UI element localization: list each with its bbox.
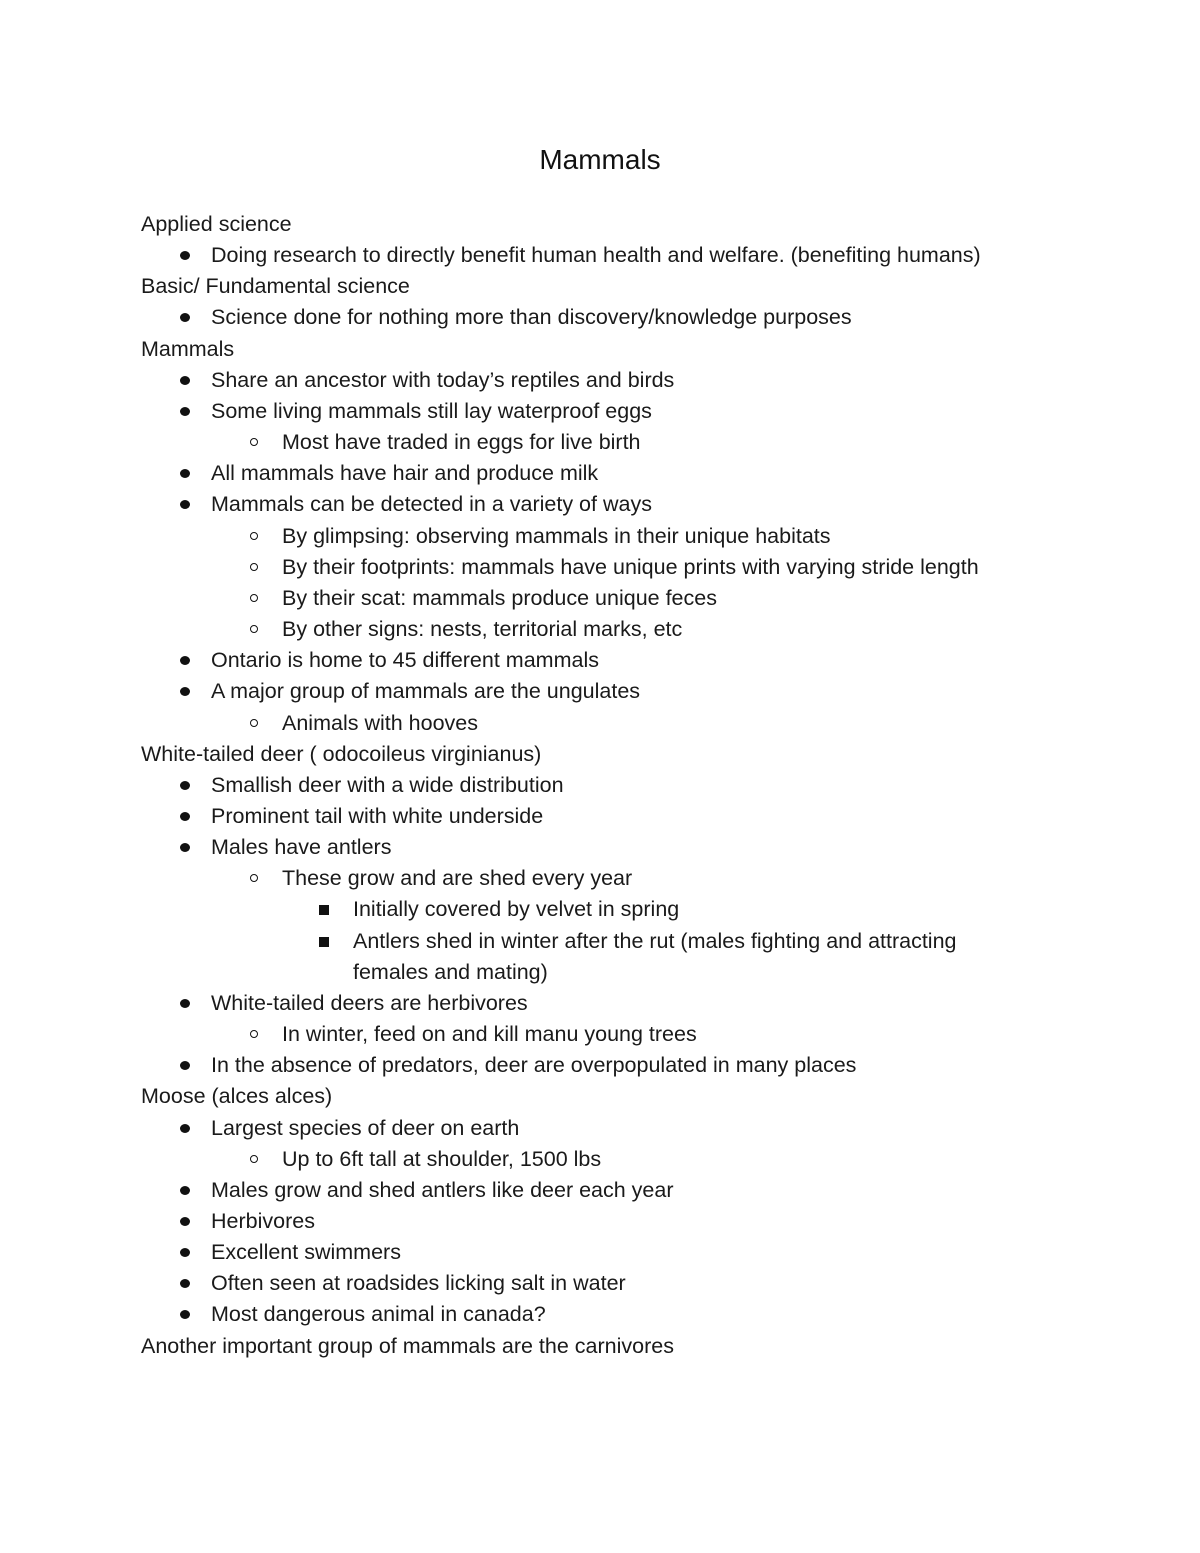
list-item: Herbivores — [141, 1206, 1101, 1237]
list-item: Smallish deer with a wide distribution — [141, 770, 1101, 801]
sub-list-item: Up to 6ft tall at shoulder, 1500 lbs — [141, 1144, 1101, 1175]
filled-circle-bullet-icon — [180, 469, 190, 478]
hollow-circle-bullet-icon — [250, 1030, 258, 1038]
filled-circle-bullet-icon — [180, 1186, 190, 1195]
list-item: White-tailed deers are herbivores — [141, 988, 1101, 1019]
list-item: Often seen at roadsides licking salt in water — [141, 1268, 1101, 1299]
list-item: Most dangerous animal in canada? — [141, 1299, 1101, 1330]
sub-sub-list-item: Initially covered by velvet in spring — [141, 894, 1033, 925]
list-item: Largest species of deer on earth — [141, 1113, 1101, 1144]
hollow-circle-bullet-icon — [250, 874, 258, 882]
filled-circle-bullet-icon — [180, 781, 190, 790]
filled-circle-bullet-icon — [180, 812, 190, 821]
sub-list-item: Animals with hooves — [141, 708, 1101, 739]
list-item: All mammals have hair and produce milk — [141, 458, 1101, 489]
list-item: In the absence of predators, deer are overpopulated in many places — [141, 1050, 1101, 1081]
filled-circle-bullet-icon — [180, 500, 190, 509]
section-heading: Basic/ Fundamental science — [141, 274, 410, 299]
list-item: Science done for nothing more than discovery/knowledge purposes — [141, 302, 1101, 333]
list-item-continuation: females and mating) — [353, 959, 548, 984]
square-bullet-icon — [319, 937, 329, 947]
sub-list-item: By their scat: mammals produce unique feces — [141, 583, 1101, 614]
hollow-circle-bullet-icon — [250, 625, 258, 633]
page-title: Mammals — [539, 144, 661, 175]
list-item: Males grow and shed antlers like deer each year — [141, 1175, 1101, 1206]
filled-circle-bullet-icon — [180, 999, 190, 1008]
sub-list-item: By glimpsing: observing mammals in their unique habitats — [141, 521, 1101, 552]
filled-circle-bullet-icon — [180, 1124, 190, 1133]
list-item: A major group of mammals are the ungulates — [141, 676, 1101, 707]
list-item: Males have antlers — [141, 832, 1101, 863]
sub-list-item: Most have traded in eggs for live birth — [141, 427, 1101, 458]
notes-body — [141, 209, 1101, 1362]
sub-list-item: In winter, feed on and kill manu young trees — [141, 1019, 1101, 1050]
filled-circle-bullet-icon — [180, 313, 190, 322]
filled-circle-bullet-icon — [180, 376, 190, 385]
list-item: Prominent tail with white underside — [141, 801, 1101, 832]
section-heading: Applied science — [141, 212, 292, 236]
hollow-circle-bullet-icon — [250, 1155, 258, 1163]
square-bullet-icon — [319, 905, 329, 915]
list-item: Ontario is home to 45 different mammals — [141, 645, 1101, 676]
hollow-circle-bullet-icon — [250, 532, 258, 540]
filled-circle-bullet-icon — [180, 1279, 190, 1288]
filled-circle-bullet-icon — [180, 1217, 190, 1226]
sub-list-item: By other signs: nests, territorial marks, etc — [141, 614, 1101, 645]
filled-circle-bullet-icon — [180, 251, 190, 260]
filled-circle-bullet-icon — [180, 843, 190, 852]
sub-list-item: These grow and are shed every year — [141, 863, 1101, 894]
filled-circle-bullet-icon — [180, 1061, 190, 1070]
list-item: Mammals can be detected in a variety of ways — [141, 489, 1101, 520]
filled-circle-bullet-icon — [180, 407, 190, 416]
hollow-circle-bullet-icon — [250, 438, 258, 446]
list-item: Some living mammals still lay waterproof eggs — [141, 396, 1101, 427]
filled-circle-bullet-icon — [180, 1248, 190, 1257]
filled-circle-bullet-icon — [180, 687, 190, 696]
sub-sub-list-item: Antlers shed in winter after the rut (males fighting and attracting — [141, 926, 1033, 957]
list-item: Excellent swimmers — [141, 1237, 1101, 1268]
section-heading: White-tailed deer ( odocoileus virginianus) — [141, 741, 542, 766]
section-heading: Moose (alces alces) — [141, 1084, 333, 1109]
section-heading: Another important group of mammals are the carnivores — [141, 1333, 674, 1358]
filled-circle-bullet-icon — [180, 1310, 190, 1319]
hollow-circle-bullet-icon — [250, 719, 258, 727]
section-heading: Mammals — [141, 336, 235, 361]
list-item: Doing research to directly benefit human health and welfare. (benefiting humans) — [141, 240, 1101, 271]
filled-circle-bullet-icon — [180, 656, 190, 665]
hollow-circle-bullet-icon — [250, 594, 258, 602]
list-item: Share an ancestor with today’s reptiles and birds — [141, 365, 1101, 396]
sub-list-item: By their footprints: mammals have unique prints with varying stride length — [141, 552, 1101, 583]
hollow-circle-bullet-icon — [250, 563, 258, 571]
